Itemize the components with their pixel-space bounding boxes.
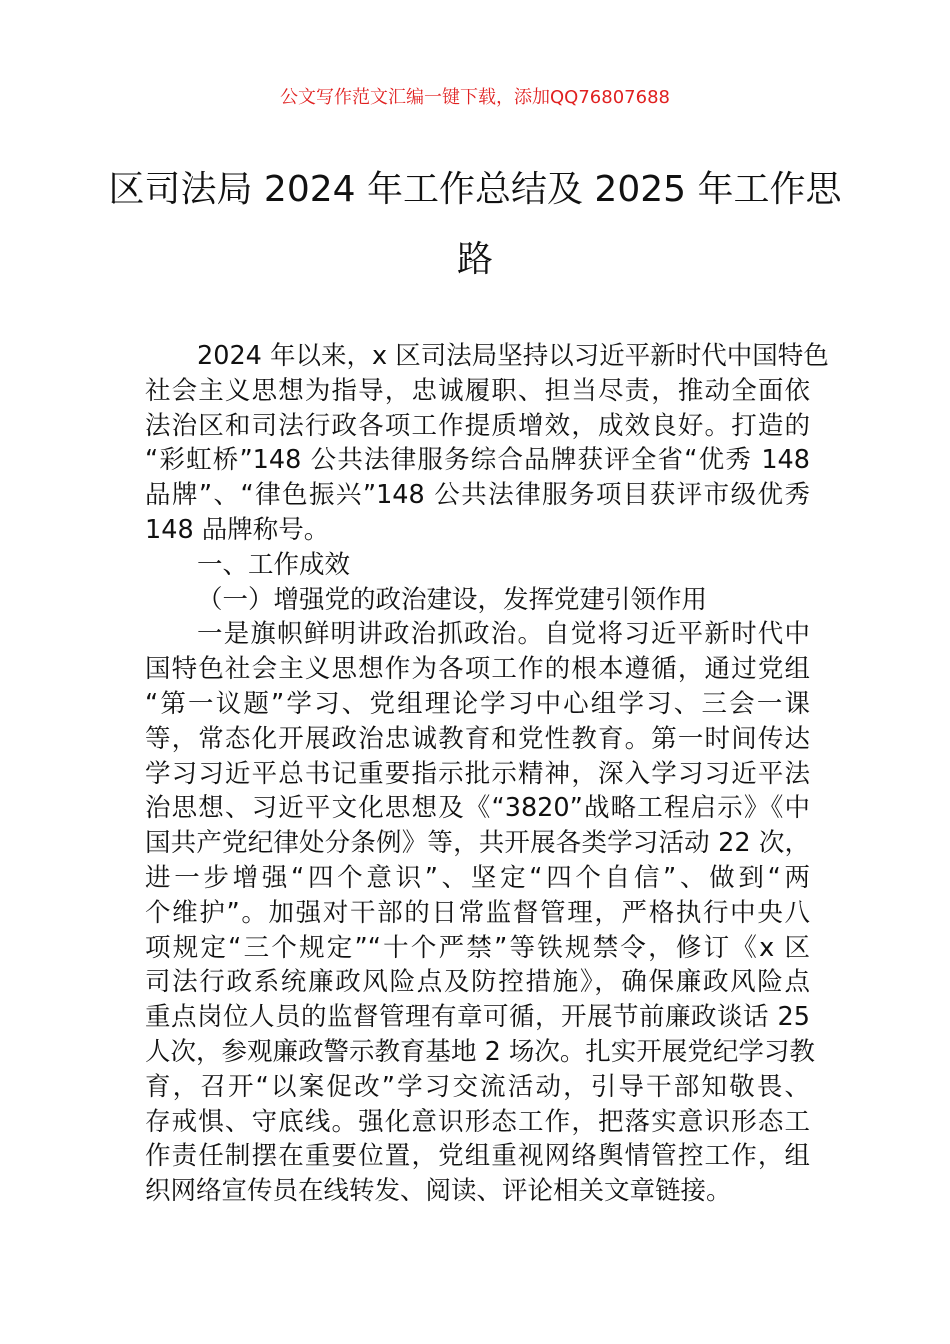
intro-paragraph [145, 339, 829, 548]
subsection-heading [145, 583, 810, 618]
text-line: 织网络宣传员在线转发、阅读、评论相关文章链接。 [145, 1176, 732, 1207]
title-line: 区司法局 2024 年工作总结及 2025 年工作思 [108, 169, 842, 210]
text-line: “第一议题”学习、党组理论学习中心组学习、三会一课 [145, 688, 810, 719]
text-line: 项规定“三个规定”“十个严禁”等铁规禁令，修订《x 区 [145, 932, 810, 963]
text-line: 个维护”。加强对干部的日常监督管理，严格执行中央八 [145, 897, 810, 928]
text-line: 学习习近平总书记重要指示批示精神，深入学习习近平法 [145, 758, 810, 789]
text-line: 国共产党纪律处分条例》等，共开展各类学习活动 22 次， [145, 828, 810, 859]
text-line: 等，常态化开展政治忠诚教育和党性教育。第一时间传达 [145, 723, 810, 754]
text-line: 148 品牌称号。 [145, 514, 330, 545]
text-line: 重点岗位人员的监督管理有章可循，开展节前廉政谈话 25 [145, 1002, 810, 1033]
text-line: 司法行政系统廉政风险点及防控措施》，确保廉政风险点 [145, 967, 810, 998]
document-title [0, 170, 950, 290]
text-line: 品牌”、“律色振兴”148 公共法律服务项目获评市级优秀 [145, 480, 810, 511]
text-line: 法治区和司法行政各项工作提质增效，成效良好。打造的 [145, 410, 810, 441]
download-promo-banner: 公文写作范文汇编一键下载，添加QQ76807688 [280, 87, 670, 108]
document-body [145, 339, 829, 1209]
title-line: 路 [456, 239, 493, 280]
text-line: 2024 年以来，x 区司法局坚持以习近平新时代中国特色 [197, 341, 829, 371]
heading-line: （一）增强党的政治建设，发挥党建引领作用 [197, 584, 708, 615]
body-paragraph [145, 617, 815, 1209]
text-line: 存戒惧、守底线。强化意识形态工作，把落实意识形态工 [145, 1106, 810, 1137]
text-line: 进一步增强“四个意识”、坚定“四个自信”、做到“两 [145, 862, 810, 893]
text-line: 治思想、习近平文化思想及《“3820”战略工程启示》《中 [145, 793, 810, 824]
section-heading [145, 548, 810, 583]
text-line: 人次，参观廉政警示教育基地 2 场次。扎实开展党纪学习教 [145, 1036, 815, 1067]
text-line: 国特色社会主义思想作为各项工作的根本遵循，通过党组 [145, 654, 810, 685]
text-line: 作责任制摆在重要位置，党组重视网络舆情管控工作，组 [145, 1141, 810, 1172]
text-line: 育，召开“以案促改”学习交流活动，引导干部知敬畏、 [145, 1071, 810, 1102]
text-line: “彩虹桥”148 公共法律服务综合品牌获评全省“优秀 148 [145, 445, 810, 476]
heading-line: 一、工作成效 [197, 549, 351, 580]
text-line: 一是旗帜鲜明讲政治抓政治。自觉将习近平新时代中 [197, 619, 810, 650]
text-line: 社会主义思想为指导，忠诚履职、担当尽责，推动全面依 [145, 375, 810, 406]
